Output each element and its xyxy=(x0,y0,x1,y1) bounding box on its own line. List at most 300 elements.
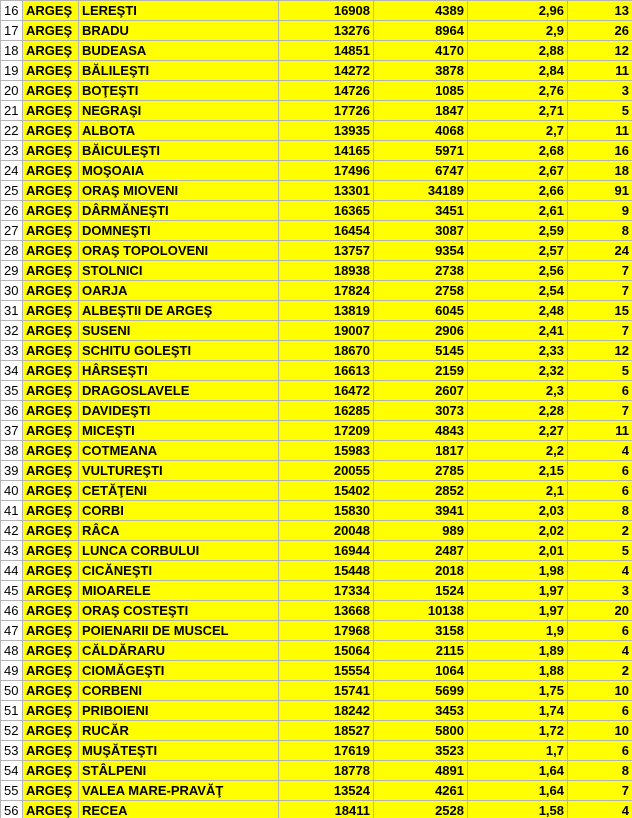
cell-county[interactable]: ARGEŞ xyxy=(23,721,79,741)
table-body xyxy=(1,1,632,818)
cell-value-3[interactable]: 2,48 xyxy=(468,301,568,321)
cell-value-2[interactable]: 3451 xyxy=(374,201,468,221)
cell-value-3[interactable]: 1,74 xyxy=(468,701,568,721)
cell-value-1[interactable]: 14726 xyxy=(279,81,374,101)
cell-locality[interactable]: BĂICULEŞTI xyxy=(79,141,279,161)
cell-value-4[interactable]: 8 xyxy=(568,501,632,521)
row-header[interactable]: 40 xyxy=(1,481,23,501)
row-header[interactable]: 52 xyxy=(1,721,23,741)
row-header[interactable]: 30 xyxy=(1,281,23,301)
cell-value-1[interactable]: 13668 xyxy=(279,601,374,621)
table-row xyxy=(1,721,632,741)
cell-locality[interactable]: RECEA xyxy=(79,801,279,818)
cell-value-2[interactable]: 2852 xyxy=(374,481,468,501)
row-header[interactable]: 29 xyxy=(1,261,23,281)
cell-value-4[interactable]: 91 xyxy=(568,181,632,201)
row-header[interactable]: 27 xyxy=(1,221,23,241)
cell-county[interactable]: ARGEŞ xyxy=(23,641,79,661)
table-row xyxy=(1,281,632,301)
cell-value-1[interactable]: 18242 xyxy=(279,701,374,721)
cell-value-4[interactable]: 24 xyxy=(568,241,632,261)
cell-value-2[interactable]: 2758 xyxy=(374,281,468,301)
cell-value-3[interactable]: 2,7 xyxy=(468,121,568,141)
cell-value-3[interactable]: 2,57 xyxy=(468,241,568,261)
row-header[interactable]: 55 xyxy=(1,781,23,801)
cell-value-3[interactable]: 2,02 xyxy=(468,521,568,541)
cell-value-2[interactable]: 4068 xyxy=(374,121,468,141)
cell-value-2[interactable]: 3941 xyxy=(374,501,468,521)
cell-county[interactable]: ARGEŞ xyxy=(23,21,79,41)
cell-value-3[interactable]: 2,67 xyxy=(468,161,568,181)
cell-value-3[interactable]: 2,41 xyxy=(468,321,568,341)
cell-value-3[interactable]: 2,54 xyxy=(468,281,568,301)
cell-value-1[interactable]: 20055 xyxy=(279,461,374,481)
cell-county[interactable]: ARGEŞ xyxy=(23,301,79,321)
cell-value-4[interactable]: 4 xyxy=(568,801,632,818)
cell-value-4[interactable]: 12 xyxy=(568,41,632,61)
cell-county[interactable]: ARGEŞ xyxy=(23,561,79,581)
row-header[interactable]: 33 xyxy=(1,341,23,361)
row-header[interactable]: 39 xyxy=(1,461,23,481)
cell-value-4[interactable]: 4 xyxy=(568,441,632,461)
cell-value-3[interactable]: 1,97 xyxy=(468,601,568,621)
cell-value-3[interactable]: 1,7 xyxy=(468,741,568,761)
cell-value-2[interactable]: 1064 xyxy=(374,661,468,681)
cell-value-2[interactable]: 34189 xyxy=(374,181,468,201)
cell-value-1[interactable]: 15064 xyxy=(279,641,374,661)
cell-locality[interactable]: DOMNEŞTI xyxy=(79,221,279,241)
cell-value-3[interactable]: 2,33 xyxy=(468,341,568,361)
cell-value-1[interactable]: 13301 xyxy=(279,181,374,201)
cell-value-3[interactable]: 2,15 xyxy=(468,461,568,481)
cell-value-2[interactable]: 3878 xyxy=(374,61,468,81)
cell-value-1[interactable]: 13276 xyxy=(279,21,374,41)
cell-value-4[interactable]: 20 xyxy=(568,601,632,621)
cell-value-3[interactable]: 1,98 xyxy=(468,561,568,581)
cell-county[interactable]: ARGEŞ xyxy=(23,461,79,481)
cell-county[interactable]: ARGEŞ xyxy=(23,121,79,141)
cell-locality[interactable]: BĂLILEŞTI xyxy=(79,61,279,81)
cell-locality[interactable]: STÂLPENI xyxy=(79,761,279,781)
row-header[interactable]: 32 xyxy=(1,321,23,341)
cell-value-1[interactable]: 17824 xyxy=(279,281,374,301)
cell-value-1[interactable]: 14851 xyxy=(279,41,374,61)
cell-value-4[interactable]: 6 xyxy=(568,481,632,501)
cell-value-3[interactable]: 2,28 xyxy=(468,401,568,421)
cell-value-1[interactable]: 16908 xyxy=(279,1,374,21)
cell-value-4[interactable]: 6 xyxy=(568,741,632,761)
cell-value-1[interactable]: 15402 xyxy=(279,481,374,501)
cell-value-4[interactable]: 2 xyxy=(568,521,632,541)
row-header[interactable]: 16 xyxy=(1,1,23,21)
cell-county[interactable]: ARGEŞ xyxy=(23,801,79,818)
cell-locality[interactable]: CICĂNEŞTI xyxy=(79,561,279,581)
cell-value-2[interactable]: 3453 xyxy=(374,701,468,721)
cell-value-1[interactable]: 17209 xyxy=(279,421,374,441)
cell-locality[interactable]: VALEA MARE-PRAVĂŢ xyxy=(79,781,279,801)
row-header[interactable]: 48 xyxy=(1,641,23,661)
cell-value-3[interactable]: 2,01 xyxy=(468,541,568,561)
cell-value-2[interactable]: 1524 xyxy=(374,581,468,601)
cell-value-3[interactable]: 2,68 xyxy=(468,141,568,161)
cell-value-2[interactable]: 9354 xyxy=(374,241,468,261)
row-header[interactable]: 43 xyxy=(1,541,23,561)
cell-value-1[interactable]: 15741 xyxy=(279,681,374,701)
cell-county[interactable]: ARGEŞ xyxy=(23,341,79,361)
table-row xyxy=(1,561,632,581)
cell-value-4[interactable]: 3 xyxy=(568,581,632,601)
cell-value-1[interactable]: 20048 xyxy=(279,521,374,541)
cell-value-3[interactable]: 2,96 xyxy=(468,1,568,21)
cell-value-3[interactable]: 1,75 xyxy=(468,681,568,701)
cell-value-2[interactable]: 3523 xyxy=(374,741,468,761)
cell-value-3[interactable]: 2,27 xyxy=(468,421,568,441)
cell-locality[interactable]: BRADU xyxy=(79,21,279,41)
cell-value-4[interactable]: 18 xyxy=(568,161,632,181)
cell-value-4[interactable]: 16 xyxy=(568,141,632,161)
cell-county[interactable]: ARGEŞ xyxy=(23,261,79,281)
cell-county[interactable]: ARGEŞ xyxy=(23,441,79,461)
cell-value-4[interactable]: 2 xyxy=(568,661,632,681)
cell-value-1[interactable]: 16472 xyxy=(279,381,374,401)
cell-value-4[interactable]: 7 xyxy=(568,281,632,301)
row-header[interactable]: 47 xyxy=(1,621,23,641)
cell-value-2[interactable]: 2159 xyxy=(374,361,468,381)
cell-value-4[interactable]: 11 xyxy=(568,421,632,441)
table-row xyxy=(1,781,632,801)
cell-value-1[interactable]: 17496 xyxy=(279,161,374,181)
cell-county[interactable]: ARGEŞ xyxy=(23,501,79,521)
cell-locality[interactable]: VULTUREŞTI xyxy=(79,461,279,481)
row-header[interactable]: 36 xyxy=(1,401,23,421)
cell-value-2[interactable]: 5971 xyxy=(374,141,468,161)
cell-county[interactable]: ARGEŞ xyxy=(23,581,79,601)
cell-locality[interactable]: DRAGOSLAVELE xyxy=(79,381,279,401)
table-row xyxy=(1,201,632,221)
cell-value-1[interactable]: 15448 xyxy=(279,561,374,581)
cell-county[interactable]: ARGEŞ xyxy=(23,201,79,221)
cell-locality[interactable]: MOŞOAIA xyxy=(79,161,279,181)
cell-value-4[interactable]: 7 xyxy=(568,781,632,801)
table-row xyxy=(1,441,632,461)
cell-locality[interactable]: NEGRAŞI xyxy=(79,101,279,121)
cell-value-4[interactable]: 11 xyxy=(568,121,632,141)
cell-value-2[interactable]: 4261 xyxy=(374,781,468,801)
cell-county[interactable]: ARGEŞ xyxy=(23,61,79,81)
cell-county[interactable]: ARGEŞ xyxy=(23,601,79,621)
cell-value-4[interactable]: 6 xyxy=(568,701,632,721)
row-header[interactable]: 45 xyxy=(1,581,23,601)
cell-value-1[interactable]: 13757 xyxy=(279,241,374,261)
cell-value-3[interactable]: 2,84 xyxy=(468,61,568,81)
cell-county[interactable]: ARGEŞ xyxy=(23,701,79,721)
cell-locality[interactable]: MUŞĂTEŞTI xyxy=(79,741,279,761)
cell-value-1[interactable]: 15830 xyxy=(279,501,374,521)
cell-value-2[interactable]: 2906 xyxy=(374,321,468,341)
cell-value-2[interactable]: 3158 xyxy=(374,621,468,641)
cell-county[interactable]: ARGEŞ xyxy=(23,1,79,21)
cell-value-2[interactable]: 5699 xyxy=(374,681,468,701)
cell-county[interactable]: ARGEŞ xyxy=(23,681,79,701)
cell-county[interactable]: ARGEŞ xyxy=(23,101,79,121)
cell-county[interactable]: ARGEŞ xyxy=(23,661,79,681)
cell-value-4[interactable]: 6 xyxy=(568,621,632,641)
cell-value-1[interactable]: 14165 xyxy=(279,141,374,161)
cell-value-3[interactable]: 1,64 xyxy=(468,761,568,781)
cell-value-3[interactable]: 2,9 xyxy=(468,21,568,41)
cell-value-4[interactable]: 6 xyxy=(568,461,632,481)
cell-value-3[interactable]: 1,88 xyxy=(468,661,568,681)
cell-value-4[interactable]: 6 xyxy=(568,381,632,401)
cell-value-2[interactable]: 2018 xyxy=(374,561,468,581)
row-header[interactable]: 28 xyxy=(1,241,23,261)
cell-locality[interactable]: ORAŞ TOPOLOVENI xyxy=(79,241,279,261)
cell-value-3[interactable]: 2,88 xyxy=(468,41,568,61)
cell-county[interactable]: ARGEŞ xyxy=(23,481,79,501)
cell-value-3[interactable]: 1,58 xyxy=(468,801,568,818)
row-header[interactable]: 18 xyxy=(1,41,23,61)
cell-county[interactable]: ARGEŞ xyxy=(23,81,79,101)
cell-value-2[interactable]: 4843 xyxy=(374,421,468,441)
cell-locality[interactable]: MICEŞTI xyxy=(79,421,279,441)
cell-value-4[interactable]: 10 xyxy=(568,681,632,701)
cell-locality[interactable]: ALBEŞTII DE ARGEŞ xyxy=(79,301,279,321)
cell-value-3[interactable]: 1,64 xyxy=(468,781,568,801)
table-row xyxy=(1,301,632,321)
cell-value-3[interactable]: 1,9 xyxy=(468,621,568,641)
cell-value-4[interactable]: 5 xyxy=(568,101,632,121)
cell-locality[interactable]: ORAŞ COSTEŞTI xyxy=(79,601,279,621)
row-header[interactable]: 44 xyxy=(1,561,23,581)
cell-value-4[interactable]: 5 xyxy=(568,361,632,381)
cell-value-4[interactable]: 7 xyxy=(568,321,632,341)
cell-county[interactable]: ARGEŞ xyxy=(23,161,79,181)
row-header[interactable]: 24 xyxy=(1,161,23,181)
cell-locality[interactable]: CETĂŢENI xyxy=(79,481,279,501)
cell-value-2[interactable]: 4891 xyxy=(374,761,468,781)
cell-locality[interactable]: LEREŞTI xyxy=(79,1,279,21)
cell-value-3[interactable]: 1,72 xyxy=(468,721,568,741)
cell-county[interactable]: ARGEŞ xyxy=(23,141,79,161)
row-header[interactable]: 49 xyxy=(1,661,23,681)
cell-locality[interactable]: CĂLDĂRARU xyxy=(79,641,279,661)
row-header[interactable]: 56 xyxy=(1,801,23,818)
cell-value-3[interactable]: 2,56 xyxy=(468,261,568,281)
cell-value-4[interactable]: 9 xyxy=(568,201,632,221)
cell-locality[interactable]: SCHITU GOLEŞTI xyxy=(79,341,279,361)
cell-value-3[interactable]: 2,3 xyxy=(468,381,568,401)
cell-value-2[interactable]: 10138 xyxy=(374,601,468,621)
cell-value-1[interactable]: 13524 xyxy=(279,781,374,801)
cell-value-3[interactable]: 2,61 xyxy=(468,201,568,221)
cell-value-2[interactable]: 2738 xyxy=(374,261,468,281)
cell-value-1[interactable]: 17968 xyxy=(279,621,374,641)
cell-locality[interactable]: RUCĂR xyxy=(79,721,279,741)
row-header[interactable]: 23 xyxy=(1,141,23,161)
row-header[interactable]: 25 xyxy=(1,181,23,201)
cell-value-2[interactable]: 6747 xyxy=(374,161,468,181)
cell-county[interactable]: ARGEŞ xyxy=(23,741,79,761)
cell-value-2[interactable]: 2115 xyxy=(374,641,468,661)
cell-value-4[interactable]: 11 xyxy=(568,61,632,81)
cell-county[interactable]: ARGEŞ xyxy=(23,401,79,421)
cell-value-3[interactable]: 2,59 xyxy=(468,221,568,241)
cell-county[interactable]: ARGEŞ xyxy=(23,241,79,261)
cell-value-4[interactable]: 26 xyxy=(568,21,632,41)
cell-value-2[interactable]: 5145 xyxy=(374,341,468,361)
cell-value-3[interactable]: 2,76 xyxy=(468,81,568,101)
row-header[interactable]: 38 xyxy=(1,441,23,461)
cell-locality[interactable]: CORBENI xyxy=(79,681,279,701)
cell-county[interactable]: ARGEŞ xyxy=(23,281,79,301)
cell-value-1[interactable]: 13935 xyxy=(279,121,374,141)
cell-county[interactable]: ARGEŞ xyxy=(23,41,79,61)
row-header[interactable]: 22 xyxy=(1,121,23,141)
cell-value-3[interactable]: 2,66 xyxy=(468,181,568,201)
cell-locality[interactable]: CORBI xyxy=(79,501,279,521)
cell-value-4[interactable]: 5 xyxy=(568,541,632,561)
cell-value-4[interactable]: 4 xyxy=(568,641,632,661)
cell-value-1[interactable]: 17334 xyxy=(279,581,374,601)
cell-value-1[interactable]: 18527 xyxy=(279,721,374,741)
cell-county[interactable]: ARGEŞ xyxy=(23,221,79,241)
row-header[interactable]: 50 xyxy=(1,681,23,701)
cell-value-2[interactable]: 5800 xyxy=(374,721,468,741)
row-header[interactable]: 35 xyxy=(1,381,23,401)
cell-value-4[interactable]: 10 xyxy=(568,721,632,741)
cell-value-2[interactable]: 2528 xyxy=(374,801,468,818)
cell-value-4[interactable]: 7 xyxy=(568,261,632,281)
cell-value-3[interactable]: 2,1 xyxy=(468,481,568,501)
cell-value-2[interactable]: 4389 xyxy=(374,1,468,21)
cell-county[interactable]: ARGEŞ xyxy=(23,361,79,381)
cell-value-3[interactable]: 2,2 xyxy=(468,441,568,461)
row-header[interactable]: 31 xyxy=(1,301,23,321)
row-header[interactable]: 42 xyxy=(1,521,23,541)
cell-value-4[interactable]: 12 xyxy=(568,341,632,361)
table-row xyxy=(1,801,632,818)
cell-locality[interactable]: CIOMĂGEŞTI xyxy=(79,661,279,681)
row-header[interactable]: 21 xyxy=(1,101,23,121)
cell-locality[interactable]: LUNCA CORBULUI xyxy=(79,541,279,561)
cell-value-2[interactable]: 1085 xyxy=(374,81,468,101)
cell-value-1[interactable]: 18411 xyxy=(279,801,374,818)
cell-value-2[interactable]: 2607 xyxy=(374,381,468,401)
cell-locality[interactable]: STOLNICI xyxy=(79,261,279,281)
cell-value-2[interactable]: 1817 xyxy=(374,441,468,461)
cell-locality[interactable]: RÂCA xyxy=(79,521,279,541)
cell-value-1[interactable]: 14272 xyxy=(279,61,374,81)
cell-value-1[interactable]: 15983 xyxy=(279,441,374,461)
cell-locality[interactable]: BOŢEŞTI xyxy=(79,81,279,101)
cell-value-3[interactable]: 2,32 xyxy=(468,361,568,381)
cell-locality[interactable]: DAVIDEŞTI xyxy=(79,401,279,421)
table-row xyxy=(1,21,632,41)
row-header[interactable]: 19 xyxy=(1,61,23,81)
cell-locality[interactable]: HÂRSEŞTI xyxy=(79,361,279,381)
cell-value-2[interactable]: 3073 xyxy=(374,401,468,421)
cell-value-1[interactable]: 16944 xyxy=(279,541,374,561)
cell-value-3[interactable]: 1,97 xyxy=(468,581,568,601)
cell-value-1[interactable]: 18778 xyxy=(279,761,374,781)
cell-value-4[interactable]: 4 xyxy=(568,561,632,581)
cell-value-1[interactable]: 18670 xyxy=(279,341,374,361)
row-header[interactable]: 53 xyxy=(1,741,23,761)
cell-locality[interactable]: ORAŞ MIOVENI xyxy=(79,181,279,201)
cell-locality[interactable]: SUSENI xyxy=(79,321,279,341)
cell-value-1[interactable]: 17726 xyxy=(279,101,374,121)
cell-county[interactable]: ARGEŞ xyxy=(23,321,79,341)
table-row xyxy=(1,141,632,161)
cell-county[interactable]: ARGEŞ xyxy=(23,761,79,781)
cell-value-2[interactable]: 2785 xyxy=(374,461,468,481)
cell-county[interactable]: ARGEŞ xyxy=(23,541,79,561)
cell-value-4[interactable]: 8 xyxy=(568,221,632,241)
cell-value-1[interactable]: 16365 xyxy=(279,201,374,221)
cell-value-1[interactable]: 19007 xyxy=(279,321,374,341)
cell-locality[interactable]: DÂRMĂNEŞTI xyxy=(79,201,279,221)
row-header[interactable]: 46 xyxy=(1,601,23,621)
cell-locality[interactable]: ALBOTA xyxy=(79,121,279,141)
cell-value-2[interactable]: 8964 xyxy=(374,21,468,41)
row-header[interactable]: 54 xyxy=(1,761,23,781)
cell-value-3[interactable]: 2,71 xyxy=(468,101,568,121)
cell-value-1[interactable]: 16285 xyxy=(279,401,374,421)
cell-value-1[interactable]: 16454 xyxy=(279,221,374,241)
cell-value-4[interactable]: 8 xyxy=(568,761,632,781)
cell-county[interactable]: ARGEŞ xyxy=(23,421,79,441)
cell-value-1[interactable]: 15554 xyxy=(279,661,374,681)
cell-value-2[interactable]: 1847 xyxy=(374,101,468,121)
table-row xyxy=(1,1,632,21)
cell-locality[interactable]: OARJA xyxy=(79,281,279,301)
row-header[interactable]: 41 xyxy=(1,501,23,521)
cell-value-1[interactable]: 17619 xyxy=(279,741,374,761)
row-header[interactable]: 34 xyxy=(1,361,23,381)
cell-county[interactable]: ARGEŞ xyxy=(23,521,79,541)
cell-value-4[interactable]: 13 xyxy=(568,1,632,21)
row-header[interactable]: 37 xyxy=(1,421,23,441)
cell-value-1[interactable]: 13819 xyxy=(279,301,374,321)
cell-county[interactable]: ARGEŞ xyxy=(23,781,79,801)
cell-locality[interactable]: POIENARII DE MUSCEL xyxy=(79,621,279,641)
cell-county[interactable]: ARGEŞ xyxy=(23,621,79,641)
cell-value-4[interactable]: 15 xyxy=(568,301,632,321)
cell-county[interactable]: ARGEŞ xyxy=(23,381,79,401)
row-header[interactable]: 17 xyxy=(1,21,23,41)
cell-locality[interactable]: PRIBOIENI xyxy=(79,701,279,721)
cell-value-3[interactable]: 2,03 xyxy=(468,501,568,521)
cell-value-1[interactable]: 18938 xyxy=(279,261,374,281)
cell-value-1[interactable]: 16613 xyxy=(279,361,374,381)
cell-locality[interactable]: MIOARELE xyxy=(79,581,279,601)
row-header[interactable]: 51 xyxy=(1,701,23,721)
cell-county[interactable]: ARGEŞ xyxy=(23,181,79,201)
row-header[interactable]: 20 xyxy=(1,81,23,101)
cell-locality[interactable]: BUDEASA xyxy=(79,41,279,61)
cell-value-2[interactable]: 3087 xyxy=(374,221,468,241)
cell-value-3[interactable]: 1,89 xyxy=(468,641,568,661)
row-header[interactable]: 26 xyxy=(1,201,23,221)
table-row xyxy=(1,381,632,401)
cell-value-2[interactable]: 4170 xyxy=(374,41,468,61)
cell-value-2[interactable]: 6045 xyxy=(374,301,468,321)
cell-value-4[interactable]: 3 xyxy=(568,81,632,101)
cell-locality[interactable]: COTMEANA xyxy=(79,441,279,461)
cell-value-2[interactable]: 989 xyxy=(374,521,468,541)
cell-value-2[interactable]: 2487 xyxy=(374,541,468,561)
cell-value-4[interactable]: 7 xyxy=(568,401,632,421)
